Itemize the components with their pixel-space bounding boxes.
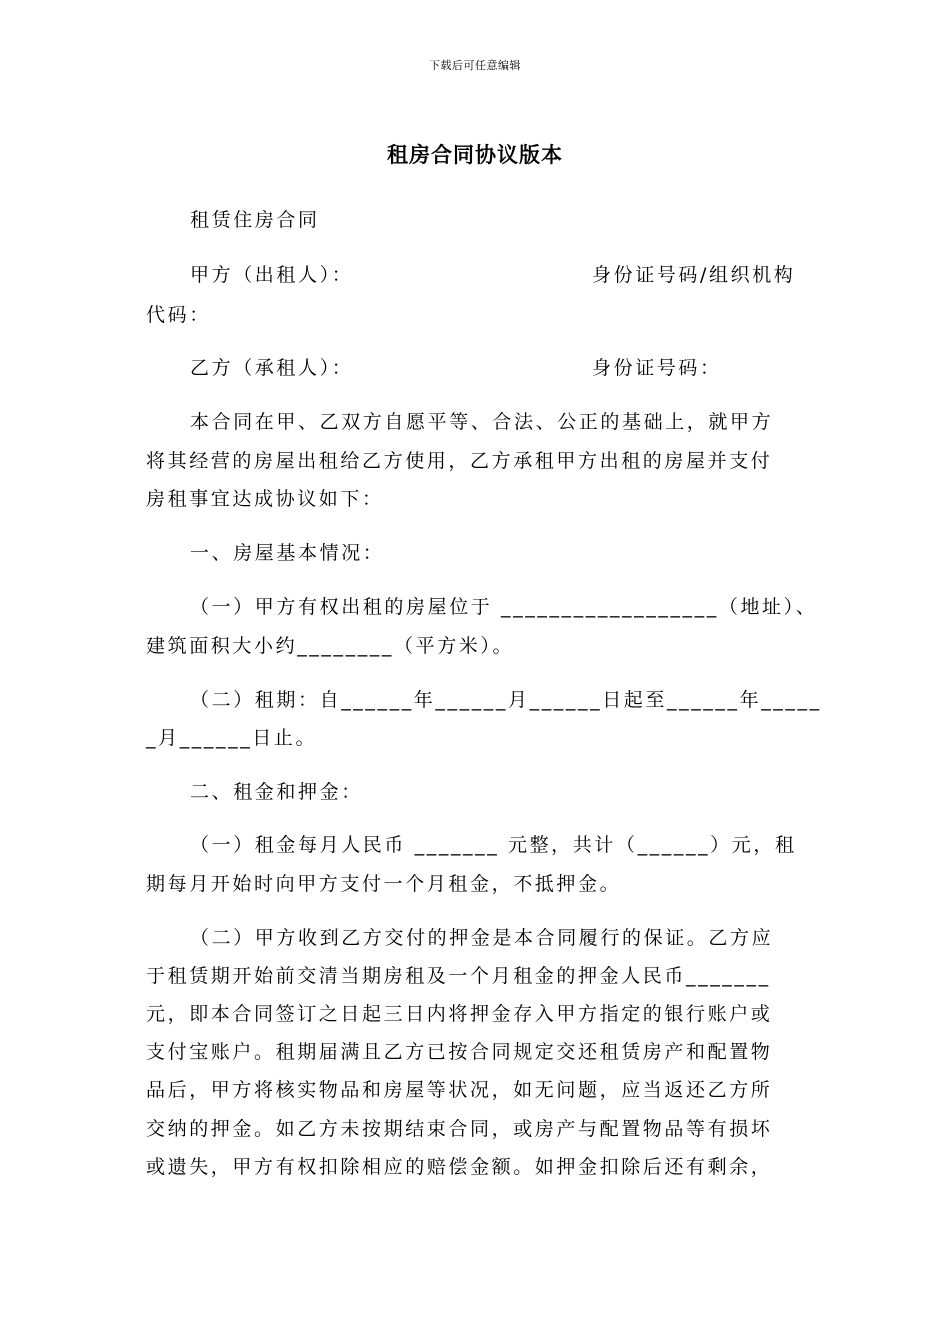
section-2-item-2-line-5: 品后，甲方将核实物品和房屋等状况，如无问题，应当返还乙方所 — [146, 1079, 773, 1101]
section-1-item-2-line-2: _月______日止。 — [146, 727, 318, 749]
section-1-item-1-line-2: 建筑面积大小约________（平方米）。 — [146, 635, 515, 657]
header-note: 下载后可任意编辑 — [429, 59, 521, 72]
document-title: 租房合同协议版本 — [387, 143, 563, 167]
party-a-id-label-cont: 代码： — [146, 304, 211, 326]
section-2-item-2-line-7: 或遗失，甲方有权扣除相应的赔偿金额。如押金扣除后还有剩余， — [146, 1156, 773, 1178]
section-2-item-2-line-6: 交纳的押金。如乙方未按期结束合同，或房产与配置物品等有损坏 — [146, 1118, 773, 1140]
section-2-item-2-line-4: 支付宝账户。租期届满且乙方已按合同规定交还租赁房产和配置物 — [146, 1041, 773, 1063]
party-b-id-label: 身份证号码： — [592, 357, 722, 379]
contract-subtitle: 租赁住房合同 — [190, 209, 320, 231]
section-2-item-2-line-2: 于租赁期开始前交清当期房租及一个月租金的押金人民币_______ — [146, 965, 771, 987]
party-a-id-label: 身份证号码/组织机构 — [592, 264, 796, 286]
preamble-line-2: 将其经营的房屋出租给乙方使用，乙方承租甲方出租的房屋并支付 — [146, 450, 773, 472]
preamble-line-3: 房租事宜达成协议如下： — [146, 488, 384, 510]
section-2-item-1-line-2: 期每月开始时向甲方支付一个月租金，不抵押金。 — [146, 873, 622, 895]
section-2-item-1-line-1: （一）租金每月人民币 _______ 元整，共计（______）元，租 — [190, 834, 797, 856]
section-2-heading: 二、租金和押金： — [190, 781, 363, 803]
section-2-item-2-line-3: 元，即本合同签订之日起三日内将押金存入甲方指定的银行账户或 — [146, 1003, 773, 1025]
section-1-item-2-line-1: （二）租期：自______年______月______日起至______年_____ — [190, 689, 822, 711]
section-2-item-2-line-1: （二）甲方收到乙方交付的押金是本合同履行的保证。乙方应 — [190, 927, 774, 949]
section-1-heading: 一、房屋基本情况： — [190, 542, 385, 564]
section-1-item-1-line-1: （一）甲方有权出租的房屋位于 __________________（地址）、 — [190, 596, 818, 618]
party-a-label: 甲方（出租人）： — [190, 264, 354, 286]
party-b-label: 乙方（承租人）： — [190, 357, 354, 379]
preamble-line-1: 本合同在甲、乙双方自愿平等、合法、公正的基础上，就甲方 — [190, 411, 774, 433]
